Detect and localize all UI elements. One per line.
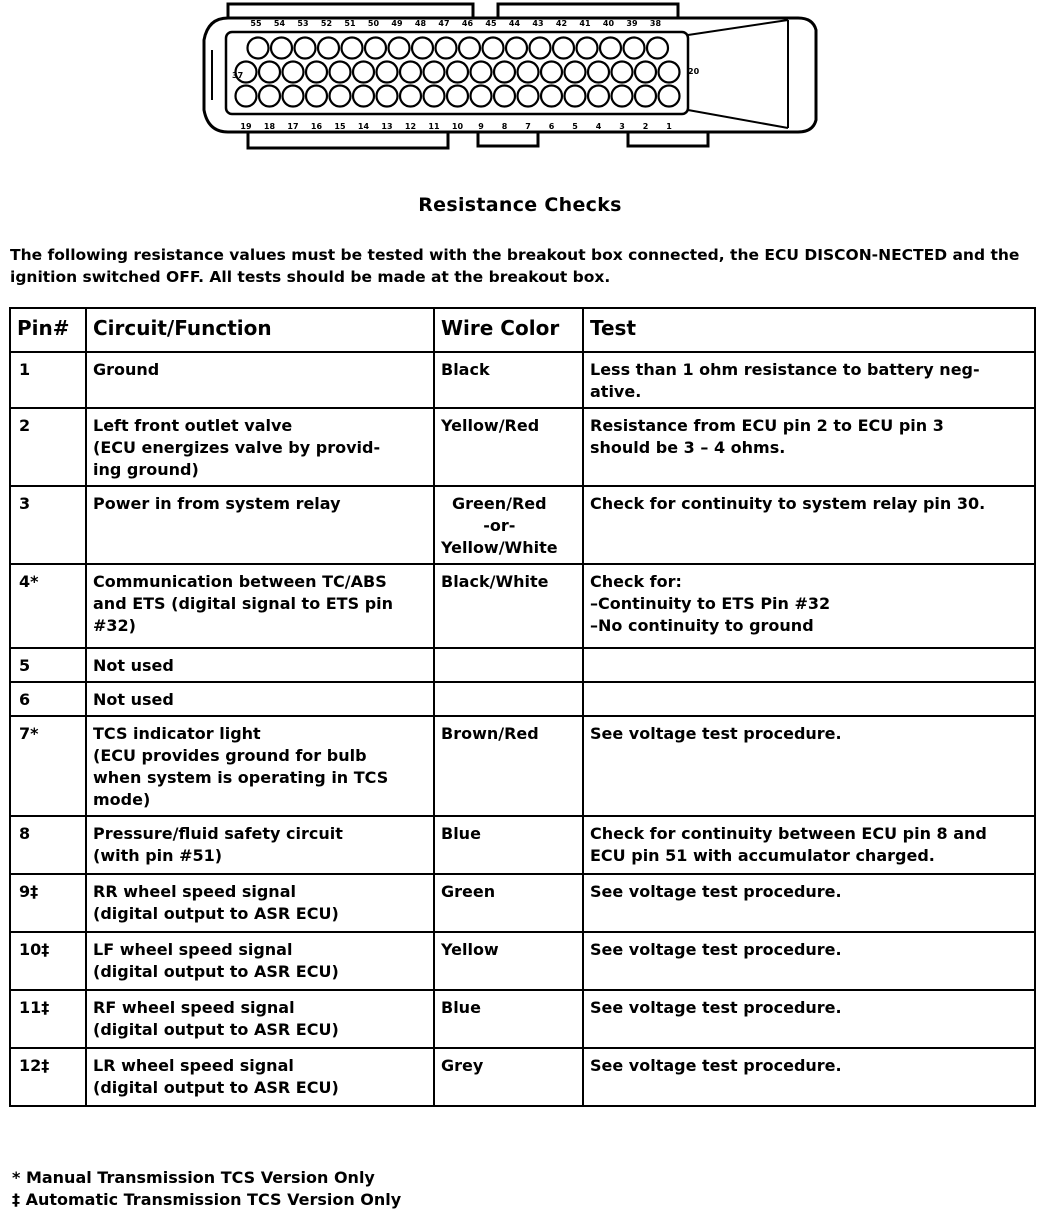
row-wire [434,486,583,564]
circuit-line: (with pin #51) [93,846,223,865]
pin-hole [318,38,339,59]
row-pin: 12‡ [10,1048,86,1106]
circuit-line: (digital output to ASR ECU) [93,1078,339,1097]
test-line: Check for: [590,572,682,591]
connector-bottom-pin-label: 10 [451,122,464,131]
wire-line: Yellow/White [441,538,558,557]
row-pin: 6 [10,682,86,716]
row-pin: 10‡ [10,932,86,990]
connector-top-pin-label: 47 [438,19,450,28]
connector-bottom-pin-label: 9 [478,122,484,131]
table-row [10,486,1035,564]
row-pin: 5 [10,648,86,682]
page-title: Resistance Checks [418,194,622,216]
row-test [583,716,1035,816]
footnotes [12,1167,401,1211]
connector-pin-20-label: 20 [688,67,700,76]
connector-top-pin-label: 55 [250,19,262,28]
row-wire [434,990,583,1048]
pin-hole [330,86,351,107]
pin-hole [342,38,363,59]
pin-hole [577,38,598,59]
row-pin: 9‡ [10,874,86,932]
table-row [10,990,1035,1048]
table-row [10,682,1035,716]
pin-hole [436,38,457,59]
circuit-line: (digital output to ASR ECU) [93,904,339,923]
table-row [10,564,1035,648]
row-test [583,816,1035,874]
circuit-line: ing ground) [93,460,199,479]
test-line: Resistance from ECU pin 2 to ECU pin 3 [590,416,944,435]
circuit-line: when system is operating in TCS [93,768,389,787]
row-circuit [86,990,434,1048]
row-wire [434,682,583,716]
pin-hole [353,62,374,83]
wire-line: Green [441,882,496,901]
test-line: See voltage test procedure. [590,724,842,743]
circuit-line: LF wheel speed signal [93,940,293,959]
row-pin: 4* [10,564,86,648]
connector-bottom-pin-label: 4 [595,122,602,131]
row-circuit [86,486,434,564]
circuit-line: (ECU energizes valve by provid- [93,438,381,457]
table-row [10,1048,1035,1106]
pin-hole [471,86,492,107]
connector-top-pin-label: 51 [344,19,356,28]
row-wire [434,564,583,648]
wire-line: Grey [441,1056,484,1075]
row-wire [434,816,583,874]
pin-hole [518,62,539,83]
test-line: See voltage test procedure. [590,998,842,1017]
row-pin: 1 [10,352,86,408]
connector-top-pin-label: 53 [297,19,309,28]
row-test [583,932,1035,990]
pin-hole [624,38,645,59]
test-line: See voltage test procedure. [590,1056,842,1075]
connector-bottom-pin-label: 3 [619,122,625,131]
row-test [583,990,1035,1048]
row-wire [434,932,583,990]
pin-hole [306,62,327,83]
connector-bottom-pin-label: 1 [666,122,672,131]
connector-top-pin-label: 44 [508,19,521,28]
table-row [10,932,1035,990]
connector-top-pin-label: 50 [367,19,380,28]
pin-hole [412,38,433,59]
pin-hole [400,86,421,107]
row-wire [434,1048,583,1106]
pin-hole [483,38,504,59]
connector-top-pin-label: 40 [602,19,615,28]
connector-top-pin-label: 45 [485,19,497,28]
connector-top-pin-label: 42 [555,19,568,28]
test-line: Less than 1 ohm resistance to battery neg- [590,360,980,379]
pin-hole [612,86,633,107]
pin-hole [377,62,398,83]
row-circuit [86,648,434,682]
connector-top-pin-label: 52 [320,19,333,28]
connector-bottom-pin-label: 12 [404,122,417,131]
table-row [10,352,1035,408]
pin-hole [353,86,374,107]
row-wire [434,874,583,932]
pin-hole [494,62,515,83]
pin-hole [659,62,680,83]
pin-hole [447,86,468,107]
intro-paragraph: The following resistance values must be tested with the breakout box connected, the ECU DISCON-NECTED and the ignition switched OFF. All tests should be made at the breakout box. [10,246,1020,286]
circuit-line: Ground [93,360,160,379]
row-wire [434,408,583,486]
circuit-line: Power in from system relay [93,494,341,513]
row-test [583,352,1035,408]
wire-line: Green/Red [451,494,547,513]
connector-bottom-pin-label: 16 [310,122,323,131]
row-circuit [86,1048,434,1106]
pin-hole [588,86,609,107]
footnote-automatic: ‡ Automatic Transmission TCS Version Only [12,1190,402,1209]
connector-bottom-pin-label: 19 [240,122,252,131]
test-line: –Continuity to ETS Pin #32 [590,594,831,613]
row-circuit [86,816,434,874]
row-test [583,564,1035,648]
circuit-line: mode) [93,790,151,809]
pin-hole [565,86,586,107]
connector-bottom-pin-label: 8 [501,122,508,131]
connector-top-pin-label: 54 [273,19,286,28]
wire-line: Blue [441,824,481,843]
wire-line: Black/White [441,572,549,591]
pin-hole [389,38,410,59]
row-pin: 3 [10,486,86,564]
wire-color-options [441,493,558,559]
wire-line: Yellow [441,940,499,959]
test-line: See voltage test procedure. [590,940,842,959]
pin-hole [518,86,539,107]
connector-bottom-pin-label: 14 [357,122,370,131]
connector-bottom-pin-label: 13 [381,122,393,131]
resistance-table [9,307,1036,1107]
circuit-line: (digital output to ASR ECU) [93,962,339,981]
pin-hole [283,86,304,107]
table-row [10,874,1035,932]
row-pin: 7* [10,716,86,816]
pin-hole [541,86,562,107]
row-wire [434,716,583,816]
pin-hole [588,62,609,83]
header-test: Test [583,308,1035,352]
row-pin: 2 [10,408,86,486]
wire-line: Blue [441,998,481,1017]
connector-bottom-pin-label: 2 [642,122,649,131]
connector-top-pin-label: 46 [461,19,474,28]
row-wire [434,648,583,682]
circuit-line: and ETS (digital signal to ETS pin [93,594,394,613]
pin-hole [424,62,445,83]
pin-hole [647,38,668,59]
connector-bottom-pin-label: 18 [263,122,276,131]
connector-bottom-pin-label: 7 [525,122,531,131]
pin-hole [306,86,327,107]
ecu-connector-diagram [198,0,823,160]
pin-hole [330,62,351,83]
pin-hole [259,86,280,107]
pin-hole [248,38,269,59]
circuit-line: (digital output to ASR ECU) [93,1020,339,1039]
circuit-line: Left front outlet valve [93,416,293,435]
pin-hole [506,38,527,59]
pin-hole [541,62,562,83]
pin-hole [659,86,680,107]
table-row [10,816,1035,874]
row-pin: 11‡ [10,990,86,1048]
wire-line: Black [441,360,490,379]
pin-hole [471,62,492,83]
pin-hole [565,62,586,83]
table-row [10,716,1035,816]
row-test [583,682,1035,716]
pin-hole [424,86,445,107]
pin-hole [600,38,621,59]
connector-bottom-pin-label: 5 [572,122,578,131]
test-line: should be 3 – 4 ohms. [590,438,786,457]
pin-hole [635,62,656,83]
connector-bottom-pin-label: 17 [287,122,299,131]
row-test [583,486,1035,564]
circuit-line: Pressure/fluid safety circuit [93,824,343,843]
row-circuit [86,874,434,932]
connector-top-pin-label: 39 [626,19,638,28]
wire-line: Yellow/Red [441,416,540,435]
table-header-row [10,308,1035,352]
test-line: ECU pin 51 with accumulator charged. [590,846,935,865]
row-circuit [86,408,434,486]
pin-hole [494,86,515,107]
circuit-line: RF wheel speed signal [93,998,295,1017]
row-circuit [86,682,434,716]
row-test [583,1048,1035,1106]
circuit-line: (ECU provides ground for bulb [93,746,367,765]
header-wire-color: Wire Color [434,308,583,352]
test-line: ative. [590,382,642,401]
row-circuit [86,352,434,408]
wire-line: -or- [483,516,516,535]
table-row [10,648,1035,682]
connector-pin-37-label: 37 [232,71,244,80]
circuit-line: RR wheel speed signal [93,882,296,901]
circuit-line: LR wheel speed signal [93,1056,294,1075]
pin-hole [459,38,480,59]
pin-hole [259,62,280,83]
row-test [583,874,1035,932]
row-pin: 8 [10,816,86,874]
row-test [583,648,1035,682]
pin-hole [365,38,386,59]
connector-top-pin-label: 43 [532,19,544,28]
header-pin: Pin# [10,308,86,352]
pin-hole [271,38,292,59]
circuit-line: Not used [93,690,174,709]
test-line: Check for continuity to system relay pin 30. [590,494,986,513]
connector-bottom-pin-label: 6 [548,122,555,131]
row-circuit [86,716,434,816]
test-line: –No continuity to ground [590,616,814,635]
test-line: See voltage test procedure. [590,882,842,901]
pin-hole [283,62,304,83]
circuit-line: Communication between TC/ABS [93,572,387,591]
circuit-line: Not used [93,656,174,675]
pin-hole [612,62,633,83]
pin-hole [635,86,656,107]
row-test [583,408,1035,486]
wire-line: Brown/Red [441,724,539,743]
pin-hole [377,86,398,107]
table-row [10,408,1035,486]
pin-hole [295,38,316,59]
row-circuit [86,564,434,648]
connector-bottom-pin-label: 11 [428,122,440,131]
circuit-line: #32) [93,616,136,635]
pin-hole [553,38,574,59]
pin-hole [400,62,421,83]
header-circuit: Circuit/Function [86,308,434,352]
row-wire [434,352,583,408]
test-line: Check for continuity between ECU pin 8 and [590,824,987,843]
connector-bottom-pin-label: 15 [334,122,346,131]
circuit-line: TCS indicator light [93,724,261,743]
connector-top-pin-label: 48 [414,19,427,28]
pin-hole [236,86,257,107]
pin-hole [447,62,468,83]
connector-top-pin-label: 38 [649,19,662,28]
row-circuit [86,932,434,990]
connector-top-pin-label: 49 [391,19,403,28]
connector-top-pin-label: 41 [579,19,591,28]
footnote-manual: * Manual Transmission TCS Version Only [12,1168,375,1187]
pin-hole [530,38,551,59]
